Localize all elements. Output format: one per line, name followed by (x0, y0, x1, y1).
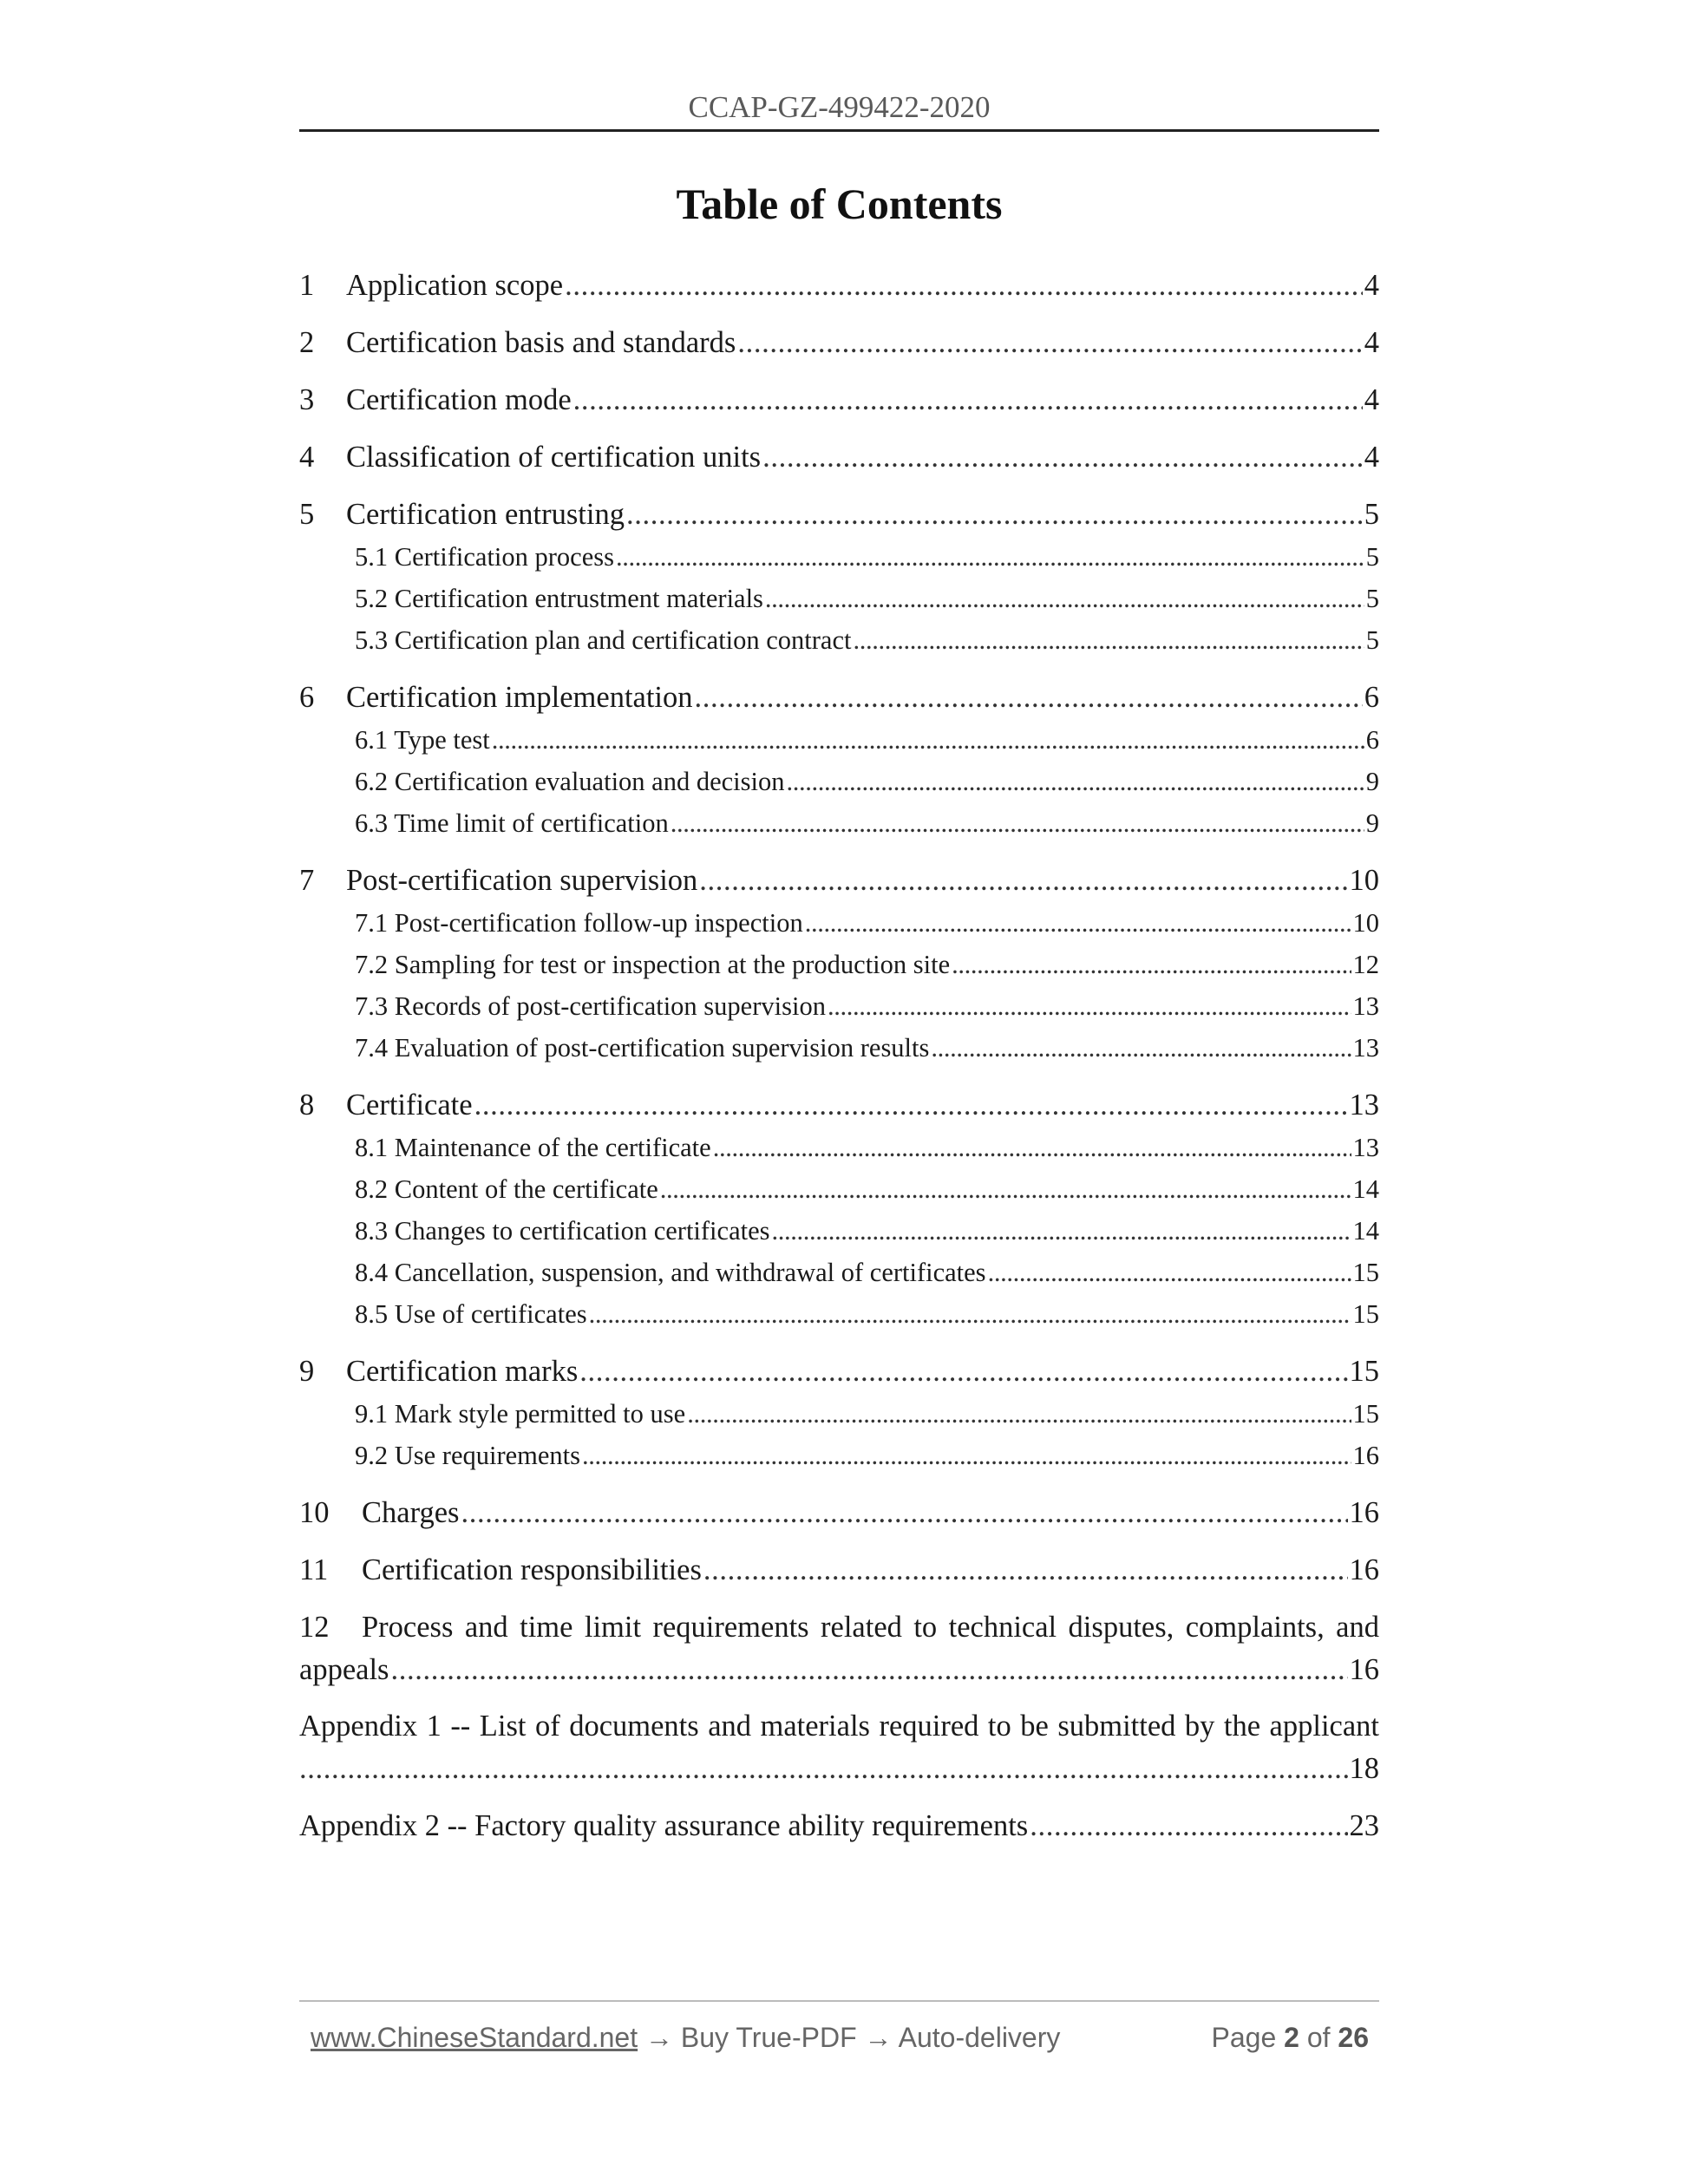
toc-entry-label: 7.3 Records of post-certification supervision (355, 991, 826, 1021)
toc-entry-label: Appendix 2 -- Factory quality assurance ability requirements (299, 1809, 1029, 1842)
toc-section-number: 6 (299, 681, 315, 714)
toc-entry-label: 7.4 Evaluation of post-certification supervision results (355, 1033, 930, 1063)
toc-entry-line (299, 1611, 1379, 1645)
site-link[interactable]: www.ChineseStandard.net (311, 2022, 638, 2053)
toc-entry-7-3[interactable] (299, 991, 1379, 1026)
toc-entry-9[interactable] (299, 1355, 1379, 1395)
dot-leader (765, 584, 1364, 614)
toc-entry-label: 8.4 Cancellation, suspension, and withdrawal of certificates (355, 1258, 986, 1287)
toc-section-number: 2 (299, 326, 315, 359)
toc-page-number: 15 (1352, 1399, 1379, 1429)
buy-pdf-text: Buy True-PDF (680, 2022, 857, 2053)
toc-entry-8-4[interactable] (299, 1258, 1379, 1292)
dot-leader (616, 542, 1364, 572)
toc-entry-label: 7.1 Post-certification follow-up inspection (355, 908, 803, 938)
toc-entry-8-1[interactable] (299, 1133, 1379, 1167)
dot-leader (299, 1752, 1348, 1786)
toc-entry-7-4[interactable] (299, 1033, 1379, 1068)
toc-page-number: 16 (1349, 1496, 1379, 1529)
dot-leader (931, 1033, 1351, 1063)
dot-leader (828, 991, 1351, 1022)
toc-entry-5[interactable] (299, 498, 1379, 538)
toc-section-number: 3 (299, 383, 315, 416)
toc-section-number: 4 (299, 441, 315, 474)
dot-leader (786, 767, 1364, 797)
toc-entry-5-3[interactable] (299, 625, 1379, 660)
toc-page-number: 4 (1364, 269, 1379, 302)
toc-entry-label: Certification entrusting (346, 498, 625, 531)
toc-page-number: 9 (1365, 808, 1379, 838)
toc-entry-appendix-2[interactable] (299, 1809, 1379, 1849)
toc-entry-3[interactable] (299, 383, 1379, 423)
toc-entry-label: Certification mode (346, 383, 572, 416)
toc-entry-6-1[interactable] (299, 725, 1379, 760)
toc-page-number: 13 (1349, 1089, 1379, 1121)
current-page-number: 2 (1284, 2022, 1299, 2053)
dot-leader (1030, 1809, 1347, 1843)
page-indicator (1212, 2022, 1369, 2054)
toc-page-number: 23 (1349, 1809, 1379, 1842)
toc-section-number: 8 (299, 1089, 315, 1121)
dot-leader (461, 1496, 1347, 1530)
header-divider (299, 129, 1379, 132)
toc-entry-5-1[interactable] (299, 542, 1379, 577)
toc-entry-6-2[interactable] (299, 767, 1379, 801)
toc-entry-label: Appendix 1 -- List of documents and materials required to be submitted by the applicant (299, 1710, 1379, 1743)
toc-entry-label: appeals (299, 1653, 389, 1686)
toc-page-number: 13 (1352, 991, 1379, 1021)
toc-entry-label: Certification marks (346, 1355, 579, 1388)
dot-leader (805, 908, 1351, 938)
toc-entry-line (299, 1710, 1379, 1743)
auto-delivery-text: Auto-delivery (898, 2022, 1061, 2053)
dot-leader (695, 681, 1363, 715)
of-word: of (1306, 2022, 1331, 2053)
toc-entry-label: 5.1 Certification process (355, 542, 614, 572)
toc-section-number: 9 (299, 1355, 315, 1388)
toc-entry-label: 8.2 Content of the certificate (355, 1174, 658, 1204)
toc-page-number: 6 (1365, 725, 1379, 755)
toc-entry-label: 5.2 Certification entrustment materials (355, 584, 763, 613)
dot-leader (474, 1089, 1348, 1122)
page-title: Table of Contents (676, 180, 1003, 228)
toc-entry-label: Application scope (346, 269, 564, 302)
toc-entry-label: Post-certification supervision (346, 864, 698, 897)
toc-page-number: 14 (1352, 1216, 1379, 1246)
toc-entry-label: 6.1 Type test (355, 725, 490, 755)
toc-entry-label: Classification of certification units (346, 441, 762, 474)
dot-leader (952, 950, 1351, 980)
toc-entry-8[interactable] (299, 1089, 1379, 1128)
toc-page-number: 6 (1364, 681, 1379, 714)
toc-entry-8-2[interactable] (299, 1174, 1379, 1209)
toc-page-number: 16 (1349, 1553, 1379, 1586)
toc-entry-label: 8.1 Maintenance of the certificate (355, 1133, 711, 1162)
dot-leader (771, 1216, 1351, 1246)
arrow-right-icon: → (645, 2022, 673, 2053)
toc-entry-label: 9.2 Use requirements (355, 1441, 581, 1470)
toc-page-number: 5 (1365, 625, 1379, 655)
total-pages-number: 26 (1338, 2022, 1369, 2053)
toc-entry-5-2[interactable] (299, 584, 1379, 618)
dot-leader (737, 326, 1362, 360)
toc-entry-line (299, 1752, 1379, 1792)
toc-entry-line (299, 1653, 1379, 1693)
dot-leader (703, 1553, 1348, 1587)
dot-leader (582, 1441, 1351, 1471)
toc-entry-label: 6.3 Time limit of certification (355, 808, 669, 838)
toc-entry-label: 5.3 Certification plan and certification contract (355, 625, 852, 655)
toc-page-number: 16 (1349, 1653, 1379, 1686)
dot-leader (390, 1653, 1347, 1687)
page-footer (311, 2022, 1369, 2054)
dot-leader (579, 1355, 1347, 1389)
dot-leader (988, 1258, 1351, 1288)
toc-page-number: 9 (1365, 767, 1379, 796)
toc-entry-8-3[interactable] (299, 1216, 1379, 1251)
toc-entry-8-5[interactable] (299, 1299, 1379, 1334)
toc-entry-10[interactable] (299, 1496, 1379, 1536)
toc-entry-label: Certificate (346, 1089, 473, 1121)
dot-leader (589, 1299, 1351, 1330)
toc-page-number: 18 (1349, 1752, 1379, 1785)
dot-leader (573, 383, 1363, 417)
toc-entry-7-1[interactable] (299, 908, 1379, 943)
toc-page-number: 15 (1352, 1258, 1379, 1287)
footer-promo (311, 2022, 1060, 2054)
toc-page-number: 5 (1365, 584, 1379, 613)
toc-entry-label: Charges (362, 1496, 460, 1529)
dot-leader (713, 1133, 1351, 1163)
toc-page-number: 15 (1352, 1299, 1379, 1329)
toc-page-number: 12 (1352, 950, 1379, 979)
toc-page-number: 16 (1352, 1441, 1379, 1470)
toc-entry-label: 6.2 Certification evaluation and decision (355, 767, 785, 796)
dot-leader (660, 1174, 1351, 1205)
toc-page-number: 5 (1365, 542, 1379, 572)
toc-entry-9-1[interactable] (299, 1399, 1379, 1434)
toc-entry-label: 7.2 Sampling for test or inspection at the production site (355, 950, 951, 979)
toc-entry-label: 9.1 Mark style permitted to use (355, 1399, 686, 1429)
toc-entry-4[interactable] (299, 441, 1379, 481)
toc-page-number: 10 (1349, 864, 1379, 897)
toc-page-number: 14 (1352, 1174, 1379, 1204)
dot-leader (671, 808, 1364, 839)
toc-entry-1[interactable] (299, 269, 1379, 309)
toc-entry-label: Process and time limit requirements related to technical disputes, complaints, and (362, 1611, 1379, 1644)
dot-leader (854, 625, 1364, 656)
toc-entry-label: 8.5 Use of certificates (355, 1299, 587, 1329)
page-word: Page (1211, 2022, 1277, 2053)
toc-entry-6[interactable] (299, 681, 1379, 721)
toc-entry-6-3[interactable] (299, 808, 1379, 843)
toc-entry-7-2[interactable] (299, 950, 1379, 984)
toc-page-number: 15 (1349, 1355, 1379, 1388)
document-code-header: CCAP-GZ-499422-2020 (688, 90, 991, 124)
dot-leader (492, 725, 1364, 755)
footer-divider (299, 2000, 1379, 2002)
toc-section-number: 11 (299, 1553, 329, 1586)
toc-entry-label: Certification implementation (346, 681, 693, 714)
toc-entry-label: Certification responsibilities (362, 1553, 702, 1586)
toc-section-number: 12 (299, 1611, 330, 1644)
toc-page-number: 13 (1352, 1033, 1379, 1063)
toc-page-number: 4 (1364, 383, 1379, 416)
arrow-right-icon: → (864, 2022, 893, 2053)
dot-leader (762, 441, 1363, 474)
toc-section-number: 1 (299, 269, 315, 302)
toc-entry-label: 8.3 Changes to certification certificates (355, 1216, 770, 1246)
toc-page-number: 4 (1364, 441, 1379, 474)
dot-leader (687, 1399, 1351, 1429)
dot-leader (699, 864, 1347, 898)
toc-section-number: 10 (299, 1496, 330, 1529)
toc-section-number: 5 (299, 498, 315, 531)
toc-entry-label: Certification basis and standards (346, 326, 736, 359)
dot-leader (626, 498, 1363, 532)
toc-entry-2[interactable] (299, 326, 1379, 366)
dot-leader (565, 269, 1363, 303)
toc-entry-9-2[interactable] (299, 1441, 1379, 1475)
toc-section-number: 7 (299, 864, 315, 897)
toc-page-number: 13 (1352, 1133, 1379, 1162)
toc-entry-7[interactable] (299, 864, 1379, 904)
toc-page-number: 5 (1364, 498, 1379, 531)
toc-page-number: 4 (1364, 326, 1379, 359)
toc-page-number: 10 (1352, 908, 1379, 938)
toc-entry-11[interactable] (299, 1553, 1379, 1593)
